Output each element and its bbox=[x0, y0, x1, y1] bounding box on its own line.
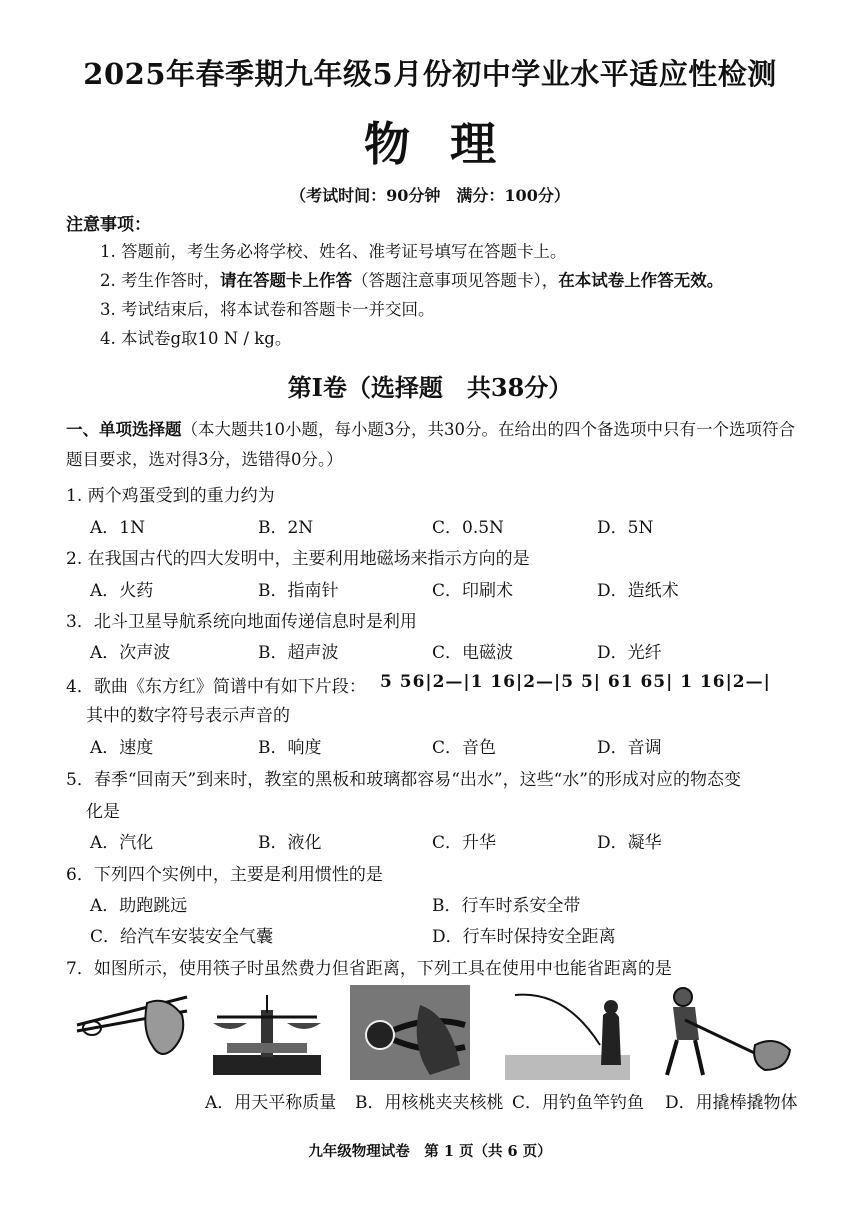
option-d: D．造纸术 bbox=[597, 581, 679, 601]
option-b: B．指南针 bbox=[258, 581, 339, 601]
option-d: D．音调 bbox=[597, 738, 662, 758]
question-stem-continued: 其中的数字符号表示声音的 bbox=[86, 706, 290, 726]
note-text: （答题注意事项见答题卡）， bbox=[352, 271, 559, 290]
balance-scale-illustration bbox=[205, 985, 330, 1080]
subject-title: 物理 bbox=[364, 117, 536, 171]
music-notation: 5 56|2—|1 16|2—|5 5| 61 65| 1 16|2—| bbox=[380, 672, 771, 692]
option-c: C．0.5N bbox=[432, 518, 504, 538]
option-b: B．2N bbox=[258, 518, 314, 538]
part-desc: （本大题共10小题，每小题3分，共30分。在给出的四个备选项中只有一个选项符合题目要求，选对得3分，选错得0分。） bbox=[66, 420, 795, 469]
option-d: D．凝华 bbox=[597, 833, 662, 853]
option-d: D．5N bbox=[597, 518, 654, 538]
question-stem: 7．如图所示，使用筷子时虽然费力但省距离，下列工具在使用中也能省距离的是 bbox=[66, 959, 672, 979]
question-stem: 4．歌曲《东方红》简谱中有如下片段： bbox=[66, 677, 366, 697]
note-item: 3. 考试结束后，将本试卷和答题卡一并交回。 bbox=[100, 300, 435, 319]
figure-caption-c: C．用钓鱼竿钓鱼 bbox=[512, 1093, 645, 1113]
question-stem: 1. 两个鸡蛋受到的重力约为 bbox=[66, 486, 275, 506]
option-b: B．响度 bbox=[258, 738, 322, 758]
notes-heading: 注意事项： bbox=[66, 215, 151, 235]
section-title: 第Ⅰ卷（选择题 共38分） bbox=[287, 373, 573, 402]
exam-title: 2025年春季期九年级5月份初中学业水平适应性检测 bbox=[83, 57, 777, 91]
option-c: C．升华 bbox=[432, 833, 497, 853]
option-b: B．行车时系安全带 bbox=[432, 896, 581, 916]
option-a: A．助跑跳远 bbox=[90, 896, 188, 916]
option-a: A．火药 bbox=[90, 581, 154, 601]
fishing-rod-illustration bbox=[505, 985, 630, 1080]
note-text: 2. 考生作答时， bbox=[100, 271, 220, 290]
option-c: C．电磁波 bbox=[432, 643, 514, 663]
option-c: C．音色 bbox=[432, 738, 497, 758]
option-b: B．液化 bbox=[258, 833, 322, 853]
question-stem: 6．下列四个实例中，主要是利用惯性的是 bbox=[66, 865, 383, 885]
option-b: B．超声波 bbox=[258, 643, 339, 663]
option-a: A．汽化 bbox=[90, 833, 154, 853]
option-a: A．次声波 bbox=[90, 643, 171, 663]
option-a: A．1N bbox=[90, 518, 145, 538]
note-emphasis: 在本试卷上作答无效。 bbox=[558, 271, 724, 290]
option-c: C．给汽车安装安全气囊 bbox=[90, 927, 274, 947]
option-c: C．印刷术 bbox=[432, 581, 514, 601]
question-stem-continued: 化是 bbox=[86, 802, 120, 822]
crowbar-illustration bbox=[655, 985, 795, 1080]
page-footer: 九年级物理试卷 第 1 页（共 6 页） bbox=[308, 1143, 552, 1160]
part-heading bbox=[66, 415, 806, 475]
part-lead: 一、单项选择题 bbox=[66, 420, 182, 439]
question-stem: 5．春季“回南天”到来时，教室的黑板和玻璃都容易“出水”，这些“水”的形成对应的物态变 bbox=[66, 770, 741, 790]
option-a: A．速度 bbox=[90, 738, 154, 758]
figure-caption-a: A．用天平称质量 bbox=[205, 1093, 337, 1113]
nutcracker-illustration bbox=[350, 985, 470, 1080]
option-d: D．行车时保持安全距离 bbox=[432, 927, 616, 947]
note-emphasis: 请在答题卡上作答 bbox=[220, 271, 352, 290]
question-stem: 2. 在我国古代的四大发明中，主要利用地磁场来指示方向的是 bbox=[66, 549, 530, 569]
figure-caption-d: D．用撬棒撬物体 bbox=[665, 1093, 798, 1113]
chopsticks-illustration bbox=[72, 985, 192, 1080]
exam-info: （考试时间：90分钟 满分：100分） bbox=[290, 186, 570, 205]
figure-caption-b: B．用核桃夹夹核桃 bbox=[355, 1093, 504, 1113]
question-stem: 3．北斗卫星导航系统向地面传递信息时是利用 bbox=[66, 612, 417, 632]
option-d: D．光纤 bbox=[597, 643, 662, 663]
note-item bbox=[100, 267, 723, 291]
note-item: 4. 本试卷g取10 N / kg。 bbox=[100, 329, 292, 348]
note-item: 1. 答题前，考生务必将学校、姓名、准考证号填写在答题卡上。 bbox=[100, 242, 567, 261]
